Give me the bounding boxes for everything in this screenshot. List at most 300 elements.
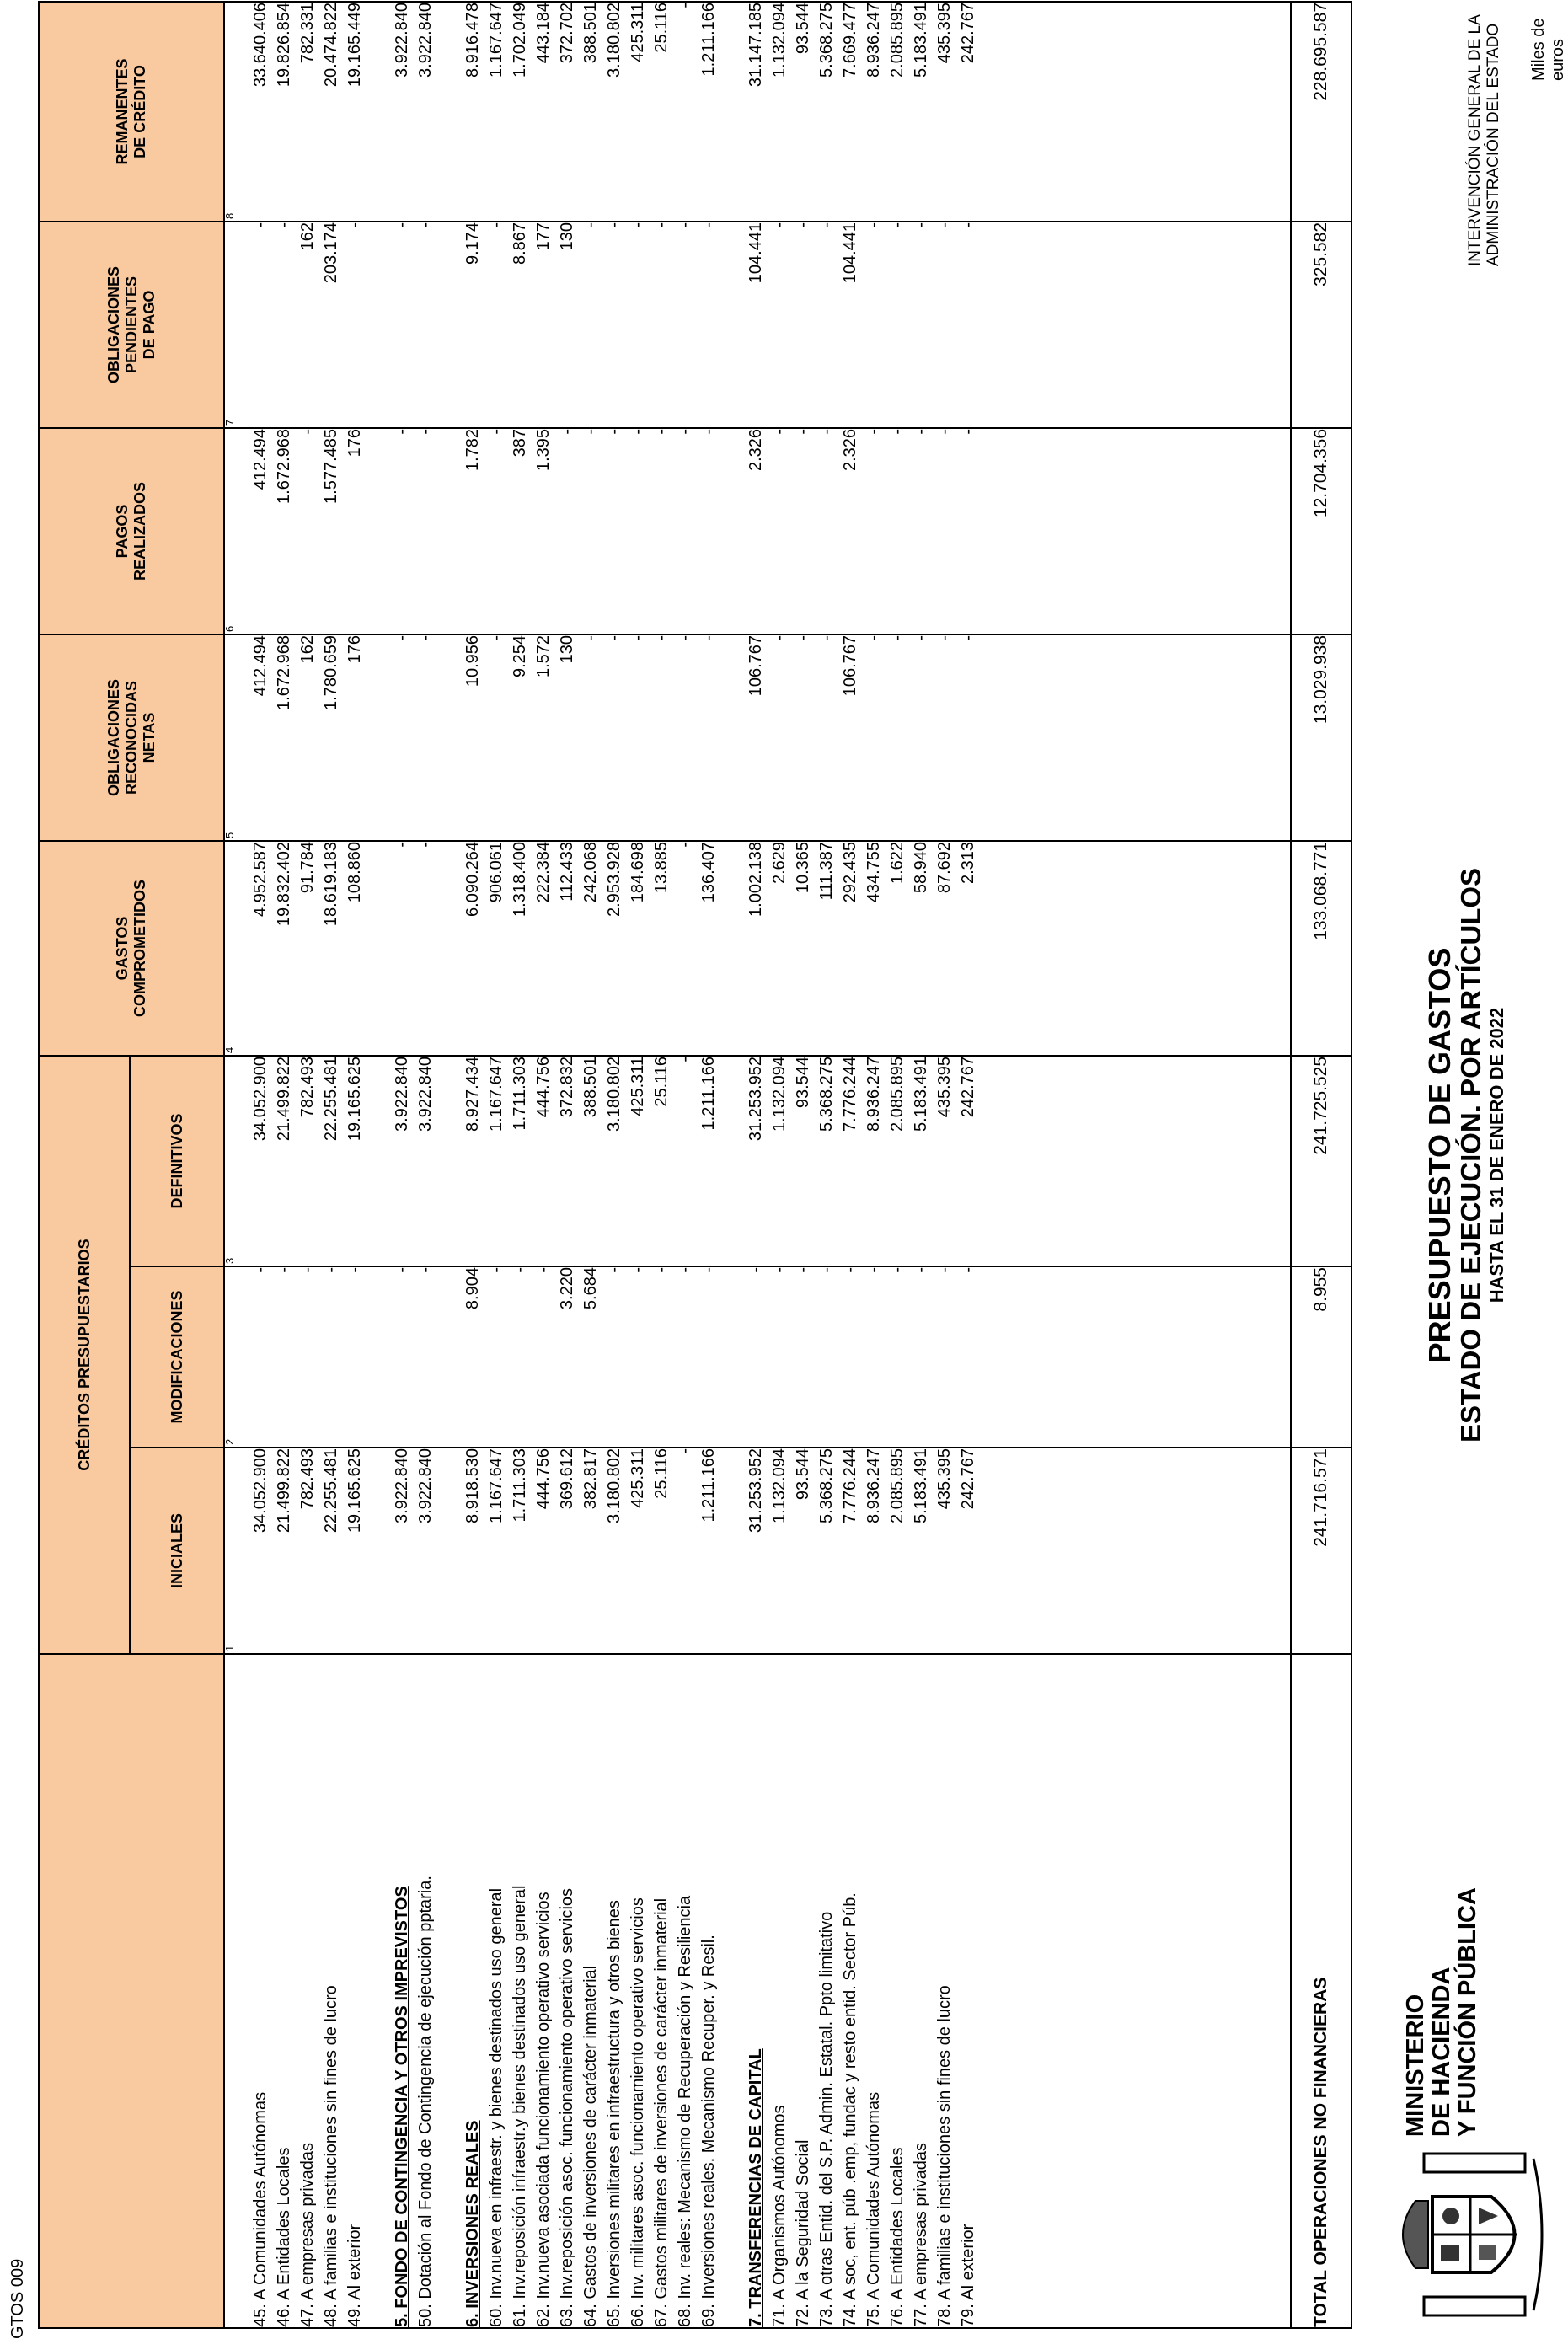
row-concept xyxy=(461,1655,484,2327)
row-value-ini: 782.493 xyxy=(298,1448,317,1510)
row-concept: 68. Inv. reales: Mecanismo de Recuperación y Resiliencia xyxy=(676,1895,694,2327)
row-value-gas: 1.622 xyxy=(888,841,907,885)
row-value-pag: - xyxy=(558,428,576,435)
row-value-obl: - xyxy=(912,634,930,641)
row-value-ini: 425.311 xyxy=(629,1448,647,1508)
column-top-gap xyxy=(225,842,249,1055)
row-value-obl: 1.672.968 xyxy=(275,634,293,710)
row-value-pen: 104.441 xyxy=(747,222,765,284)
total-iniciales: 241.716.571 xyxy=(1291,1448,1351,1654)
row-gap xyxy=(437,635,461,840)
row-value-mod: - xyxy=(888,1267,907,1273)
row-value-def: 34.052.900 xyxy=(251,1056,270,1142)
row-value-pen: - xyxy=(629,222,647,228)
row-value-pag: - xyxy=(676,428,694,435)
row-value-mod: - xyxy=(935,1267,954,1273)
row-value-mod: - xyxy=(817,1267,836,1273)
row-value-rem: 3.922.840 xyxy=(416,2,435,78)
row-value-gas: 434.755 xyxy=(864,841,883,903)
row-concept: 73. A otras Entid. del S.P. Admin. Estatal. Ppto limitativo xyxy=(817,1911,836,2327)
row-value-rem: 242.767 xyxy=(959,2,977,64)
row-value-obl: - xyxy=(699,634,718,641)
row-concept: 78. A familias e instituciones sin fines de lucro xyxy=(935,1985,954,2327)
row-value-ini: 7.776.244 xyxy=(841,1448,859,1523)
row-gap xyxy=(437,3,461,221)
row-value-def: 8.927.434 xyxy=(463,1056,482,1132)
row-value-pen: - xyxy=(251,222,270,228)
row-value-rem: 1.211.166 xyxy=(699,2,718,77)
row-value-rem: 443.184 xyxy=(534,2,553,64)
pendientes-header-line-2: PENDIENTES xyxy=(122,276,140,373)
row-gap xyxy=(720,222,744,427)
row-value-pag: - xyxy=(416,428,435,435)
definitivos-column xyxy=(224,1056,1291,1266)
column-number: 5 xyxy=(223,832,236,838)
row-concept: 62. Inv.nueva asociada funcionamiento operativo servicios xyxy=(534,1892,553,2327)
creditos-group-header: CRÉDITOS PRESUPUESTARIOS xyxy=(39,1056,130,1654)
row-concept: 69. Inversiones reales. Mecanismo Recuper. y Resil. xyxy=(699,1935,718,2327)
row-concept: 45. A Comunidades Autónomas xyxy=(251,2091,270,2327)
definitivos-header: DEFINITIVOS xyxy=(130,1056,224,1266)
row-value-pen: - xyxy=(345,222,364,228)
row-value-mod: - xyxy=(511,1267,529,1273)
row-value-mod: - xyxy=(322,1267,340,1273)
row-value-rem: 8.916.478 xyxy=(463,2,482,78)
row-value-mod: - xyxy=(864,1267,883,1273)
row-value-pen: - xyxy=(581,222,600,228)
row-value-pag: - xyxy=(487,428,506,435)
row-value-def: 2.085.895 xyxy=(888,1056,907,1132)
column-number: 4 xyxy=(223,1046,236,1053)
remanentes-column xyxy=(224,2,1291,222)
row-value-ini: 1.167.647 xyxy=(487,1448,506,1523)
row-value-rem: 388.501 xyxy=(581,2,600,64)
row-value-rem: 1.702.049 xyxy=(511,2,529,78)
row-value-pen: - xyxy=(652,222,671,228)
row-value-rem: 20.474.822 xyxy=(322,2,340,88)
row-value-obl: - xyxy=(581,634,600,641)
row-value-obl: - xyxy=(959,634,977,641)
row-value-obl: - xyxy=(935,634,954,641)
row-value-ini: 8.918.530 xyxy=(463,1448,482,1523)
row-value-ini: 382.817 xyxy=(581,1448,600,1510)
row-value-obl: - xyxy=(676,634,694,641)
column-number: 3 xyxy=(223,1257,236,1264)
row-value-pag: - xyxy=(393,428,411,435)
column-top-gap xyxy=(225,429,249,634)
row-value-ini: 22.255.481 xyxy=(322,1448,340,1533)
row-value-gas: 13.885 xyxy=(652,841,671,894)
row-value-mod: - xyxy=(629,1267,647,1273)
column-top-gap xyxy=(225,1267,249,1447)
row-value-mod: - xyxy=(959,1267,977,1273)
row-value-def: 8.936.247 xyxy=(864,1056,883,1132)
row-value-rem: 31.147.185 xyxy=(747,2,765,88)
row-gap xyxy=(720,1448,744,1653)
row-value-gas: 222.384 xyxy=(534,841,553,903)
column-number: 1 xyxy=(223,1645,236,1651)
row-value-ini: 444.756 xyxy=(534,1448,553,1510)
row-value-obl: 1.780.659 xyxy=(322,634,340,710)
row-value-pen: - xyxy=(416,222,435,228)
row-value-pen: 130 xyxy=(558,222,576,251)
row-value-def: 242.767 xyxy=(959,1056,977,1118)
column-top-gap xyxy=(225,3,249,221)
row-value-pag: 1.782 xyxy=(463,428,482,472)
row-value-mod: - xyxy=(794,1267,812,1273)
row-value-ini: 3.180.802 xyxy=(605,1448,623,1523)
row-value-gas: 2.629 xyxy=(770,841,789,885)
row-value-gas: 1.318.400 xyxy=(511,841,529,917)
row-value-def: 21.499.822 xyxy=(275,1056,293,1142)
row-value-gas: 4.952.587 xyxy=(251,841,270,917)
row-value-gas: 906.061 xyxy=(487,841,506,903)
row-value-pag: 412.494 xyxy=(251,428,270,490)
row-value-rem: 2.085.895 xyxy=(888,2,907,78)
row-value-pag: 387 xyxy=(511,428,529,458)
row-value-pen: - xyxy=(817,222,836,228)
row-value-pag: - xyxy=(699,428,718,435)
row-concept: 77. A empresas privadas xyxy=(912,2142,930,2327)
row-value-pen: 104.441 xyxy=(841,222,859,284)
row-gap xyxy=(437,1057,461,1266)
row-value-ini: 1.711.303 xyxy=(511,1448,529,1523)
row-value-gas: 87.692 xyxy=(935,841,954,894)
row-gap xyxy=(367,3,390,221)
row-value-gas: 10.365 xyxy=(794,841,812,894)
row-value-ini: 93.544 xyxy=(794,1448,812,1501)
row-value-ini: 242.767 xyxy=(959,1448,977,1510)
row-value-def: 5.183.491 xyxy=(912,1056,930,1132)
row-concept: 47. A empresas privadas xyxy=(298,2142,317,2327)
intervention-line-2: ADMINISTRACIÓN DEL ESTADO xyxy=(1485,23,1502,266)
row-value-gas: 242.068 xyxy=(581,841,600,903)
row-value-def: 444.756 xyxy=(534,1056,553,1118)
row-value-ini: 2.085.895 xyxy=(888,1448,907,1523)
obligaciones-header-line-2: RECONOCIDAS xyxy=(122,680,140,795)
row-concept: 63. Inv.reposición asoc. funcionamiento operativo servicios xyxy=(558,1887,576,2327)
row-gap xyxy=(720,842,744,1055)
pagos-header-line-2: REALIZADOS xyxy=(131,481,148,581)
row-value-obl: 9.254 xyxy=(511,634,529,678)
row-value-def: 425.311 xyxy=(629,1056,647,1116)
intervention-general xyxy=(1466,14,1503,266)
row-value-obl: - xyxy=(393,634,411,641)
row-value-mod: - xyxy=(416,1267,435,1273)
row-value-pag: - xyxy=(605,428,623,435)
row-value-rem: 8.936.247 xyxy=(864,2,883,78)
row-value-def: 1.711.303 xyxy=(511,1056,529,1131)
row-value-gas: 136.407 xyxy=(699,841,718,903)
row-value-rem: 19.165.449 xyxy=(345,2,364,88)
gastos-header-line-2: COMPROMETIDOS xyxy=(131,879,148,1017)
row-value-obl: 162 xyxy=(298,634,317,664)
row-value-pen: - xyxy=(794,222,812,228)
row-gap xyxy=(367,1267,390,1447)
pagos-header xyxy=(39,428,224,634)
pagos-column xyxy=(224,428,1291,634)
row-value-pag: - xyxy=(959,428,977,435)
row-value-pen: - xyxy=(864,222,883,228)
row-value-obl: - xyxy=(864,634,883,641)
row-gap xyxy=(437,842,461,1055)
row-concept: 71. A Organismos Autónomos xyxy=(770,2105,789,2327)
row-value-ini: 25.116 xyxy=(652,1448,671,1499)
units-label: Miles de euros xyxy=(1529,18,1567,81)
row-concept: 67. Gastos militares de inversiones de carácter inmaterial xyxy=(652,1897,671,2327)
row-value-def: 388.501 xyxy=(581,1056,600,1118)
row-gap xyxy=(367,635,390,840)
row-concept: 46. A Entidades Locales xyxy=(275,2147,293,2327)
row-value-mod: - xyxy=(699,1267,718,1273)
title-line-1: PRESUPUESTO DE GASTOS xyxy=(1422,947,1457,1363)
row-value-pen: 162 xyxy=(298,222,317,251)
budget-table xyxy=(38,1,1352,2329)
row-value-gas: 18.619.183 xyxy=(322,841,340,927)
concept-header-cell xyxy=(39,1654,224,2328)
remanentes-header-line-2: DE CRÉDITO xyxy=(131,65,148,158)
row-value-mod: - xyxy=(605,1267,623,1273)
total-obligaciones: 13.029.938 xyxy=(1291,634,1351,841)
row-value-def: 31.253.952 xyxy=(747,1056,765,1142)
row-value-gas: 108.860 xyxy=(345,841,364,903)
section-heading: 6. INVERSIONES REALES xyxy=(463,2120,482,2327)
row-value-def: 25.116 xyxy=(652,1056,671,1107)
row-value-obl: - xyxy=(416,634,435,641)
gastos-column xyxy=(224,841,1291,1056)
row-value-gas: 6.090.264 xyxy=(463,841,482,917)
row-value-obl: 176 xyxy=(345,634,364,664)
row-value-ini: 21.499.822 xyxy=(275,1448,293,1533)
concept-column xyxy=(224,1654,1291,2328)
row-value-def: 3.180.802 xyxy=(605,1056,623,1132)
row-value-pen: - xyxy=(676,222,694,228)
row-gap xyxy=(437,429,461,634)
total-row xyxy=(1291,2,1351,2328)
row-value-gas: 91.784 xyxy=(298,841,317,894)
row-value-rem: 1.132.094 xyxy=(770,2,789,78)
row-value-def: 1.132.094 xyxy=(770,1056,789,1132)
row-value-ini: 3.922.840 xyxy=(393,1448,411,1523)
gastos-header xyxy=(39,841,224,1056)
row-value-gas: 112.433 xyxy=(558,841,576,902)
row-value-pag: - xyxy=(888,428,907,435)
row-value-ini: 1.211.166 xyxy=(699,1448,718,1523)
row-value-ini: 34.052.900 xyxy=(251,1448,270,1533)
remanentes-header xyxy=(39,2,224,222)
row-value-rem: 1.167.647 xyxy=(487,2,506,78)
row-value-obl: - xyxy=(888,634,907,641)
row-gap xyxy=(720,635,744,840)
row-value-pag: 1.577.485 xyxy=(322,428,340,504)
ministry-line-3: Y FUNCIÓN PÚBLICA xyxy=(1454,1887,1481,2137)
iniciales-header: INICIALES xyxy=(130,1448,224,1654)
row-gap xyxy=(367,842,390,1055)
row-concept: 48. A familias e instituciones sin fines de lucro xyxy=(322,1985,340,2327)
row-value-pag: - xyxy=(298,428,317,435)
row-value-ini: 435.395 xyxy=(935,1448,954,1510)
row-concept: 60. Inv.nueva en infraestr. y bienes destinados uso general xyxy=(487,1887,506,2327)
row-gap xyxy=(437,1267,461,1447)
row-gap xyxy=(720,1655,744,2327)
column-number: 8 xyxy=(223,212,236,219)
row-value-def: 19.165.625 xyxy=(345,1056,364,1142)
row-value-gas: 292.435 xyxy=(841,841,859,903)
column-top-gap xyxy=(225,1448,249,1653)
pendientes-column xyxy=(224,222,1291,428)
row-value-def: 22.255.481 xyxy=(322,1056,340,1142)
row-concept: 50. Dotación al Fondo de Contingencia de ejecución pptaria. xyxy=(416,1876,435,2327)
row-value-obl: 106.767 xyxy=(747,634,765,697)
row-value-pag: - xyxy=(864,428,883,435)
remanentes-header-line-1: REMANENTES xyxy=(114,58,131,165)
row-gap xyxy=(720,3,744,221)
row-value-ini: 369.612 xyxy=(558,1448,576,1510)
column-number: 2 xyxy=(223,1438,236,1445)
row-concept: 66. Inv. militares asoc. funcionamiento operativo servicios xyxy=(629,1897,647,2327)
row-value-def: 7.776.244 xyxy=(841,1056,859,1132)
row-value-obl: - xyxy=(652,634,671,641)
row-value-mod: - xyxy=(393,1267,411,1273)
row-value-obl: 130 xyxy=(558,634,576,664)
row-value-mod: 8.904 xyxy=(463,1267,482,1310)
column-top-gap xyxy=(225,1057,249,1266)
ministry-line-2: DE HACIENDA xyxy=(1428,1967,1455,2137)
row-value-rem: 3.180.802 xyxy=(605,2,623,78)
modificaciones-header: MODIFICACIONES xyxy=(130,1266,224,1448)
row-value-pen: 8.867 xyxy=(511,222,529,265)
row-value-pag: - xyxy=(652,428,671,435)
total-label: TOTAL OPERACIONES NO FINANCIERAS xyxy=(1291,1654,1351,2328)
row-value-rem: 25.116 xyxy=(652,2,671,53)
row-value-rem: 33.640.406 xyxy=(251,2,270,88)
row-gap xyxy=(437,222,461,427)
section-heading: 7. TRANSFERENCIAS DE CAPITAL xyxy=(747,2048,765,2327)
obligaciones-header xyxy=(39,634,224,841)
row-value-def: 1.167.647 xyxy=(487,1056,506,1132)
obligaciones-column xyxy=(224,634,1291,841)
row-concept: 74. A soc, ent. púb .emp, fundac y resto entid. Sector Púb. xyxy=(841,1892,859,2327)
row-value-obl: - xyxy=(629,634,647,641)
row-value-rem: 5.368.275 xyxy=(817,2,836,78)
row-value-mod: - xyxy=(275,1267,293,1273)
row-concept: 72. A la Seguridad Social xyxy=(794,2139,812,2327)
row-value-obl: - xyxy=(794,634,812,641)
row-value-rem: 435.395 xyxy=(935,2,954,64)
row-value-mod: - xyxy=(841,1267,859,1273)
ministry-line-1: MINISTERIO xyxy=(1402,1994,1429,2137)
row-value-rem: 425.311 xyxy=(629,2,647,62)
modificaciones-column xyxy=(224,1266,1291,1448)
row-value-pen: 9.174 xyxy=(463,222,482,265)
total-gastos: 133.068.771 xyxy=(1291,841,1351,1056)
row-gap xyxy=(367,1655,390,2327)
report-title xyxy=(1424,755,1508,1555)
row-gap xyxy=(720,1267,744,1447)
row-value-obl: - xyxy=(487,634,506,641)
row-gap xyxy=(367,1057,390,1266)
total-modificaciones: 8.955 xyxy=(1291,1266,1351,1448)
row-value-pen: - xyxy=(912,222,930,228)
row-value-def: 3.922.840 xyxy=(393,1056,411,1132)
coat-of-arms-emblem xyxy=(1390,2150,1546,2319)
row-concept: 61. Inv.reposición infraestr.y bienes destinados uso general xyxy=(511,1885,529,2327)
row-gap xyxy=(720,429,744,634)
row-value-pag: - xyxy=(581,428,600,435)
row-value-obl: 1.572 xyxy=(534,634,553,678)
row-value-gas: - xyxy=(416,841,435,848)
row-concept: 75. A Comunidades Autónomas xyxy=(864,2091,883,2327)
row-value-rem: 782.331 xyxy=(298,2,317,64)
row-value-mod: - xyxy=(345,1267,364,1273)
row-gap xyxy=(367,429,390,634)
row-value-rem: 5.183.491 xyxy=(912,2,930,78)
row-value-mod: - xyxy=(487,1267,506,1273)
iniciales-column xyxy=(224,1448,1291,1654)
ministry-name xyxy=(1403,1887,1481,2137)
row-value-ini: 5.368.275 xyxy=(817,1448,836,1523)
row-value-obl: 106.767 xyxy=(841,634,859,697)
row-value-pag: 2.326 xyxy=(841,428,859,472)
row-value-def: - xyxy=(676,1056,694,1062)
row-value-ini: 31.253.952 xyxy=(747,1448,765,1533)
intervention-line-1: INTERVENCIÓN GENERAL DE LA xyxy=(1466,14,1484,266)
row-value-pen: - xyxy=(770,222,789,228)
row-gap xyxy=(437,1448,461,1653)
column-top-gap xyxy=(225,222,249,427)
row-value-mod: - xyxy=(298,1267,317,1273)
row-value-obl: 412.494 xyxy=(251,634,270,697)
body-row xyxy=(224,2,1291,2328)
row-value-mod: 5.684 xyxy=(581,1267,600,1310)
row-value-def: 3.922.840 xyxy=(416,1056,435,1132)
row-concept: 49. Al exterior xyxy=(345,2224,364,2327)
row-concept xyxy=(744,1655,768,2327)
row-value-pag: - xyxy=(629,428,647,435)
row-value-gas: 184.698 xyxy=(629,841,647,903)
row-value-pen: - xyxy=(275,222,293,228)
pendientes-header-line-1: OBLIGACIONES xyxy=(104,265,122,383)
total-pendientes: 325.582 xyxy=(1291,222,1351,428)
column-top-gap xyxy=(225,1655,249,2327)
row-concept: 64. Gastos de inversiones de carácter inmaterial xyxy=(581,1965,600,2327)
row-value-rem: 3.922.840 xyxy=(393,2,411,78)
gastos-header-line-1: GASTOS xyxy=(114,916,131,981)
row-value-obl: 10.956 xyxy=(463,634,482,688)
row-value-rem: 7.669.477 xyxy=(841,2,859,78)
row-value-mod: - xyxy=(747,1267,765,1273)
obligaciones-header-line-3: NETAS xyxy=(140,712,158,763)
row-value-pag: - xyxy=(912,428,930,435)
row-value-gas: 19.832.402 xyxy=(275,841,293,927)
row-value-def: 5.368.275 xyxy=(817,1056,836,1132)
obligaciones-header-line-1: OBLIGACIONES xyxy=(104,678,122,796)
row-value-mod: - xyxy=(534,1267,553,1273)
row-value-gas: 111.387 xyxy=(817,841,836,901)
row-value-ini: - xyxy=(676,1448,694,1454)
row-value-pag: 1.672.968 xyxy=(275,428,293,504)
row-value-def: 435.395 xyxy=(935,1056,954,1118)
row-concept xyxy=(390,1655,414,2327)
row-value-obl: - xyxy=(817,634,836,641)
row-value-mod: - xyxy=(770,1267,789,1273)
row-value-mod: 3.220 xyxy=(558,1267,576,1310)
row-value-pag: - xyxy=(794,428,812,435)
row-value-pag: - xyxy=(935,428,954,435)
row-value-pen: - xyxy=(393,222,411,228)
column-number: 6 xyxy=(223,625,236,632)
row-value-mod: - xyxy=(912,1267,930,1273)
